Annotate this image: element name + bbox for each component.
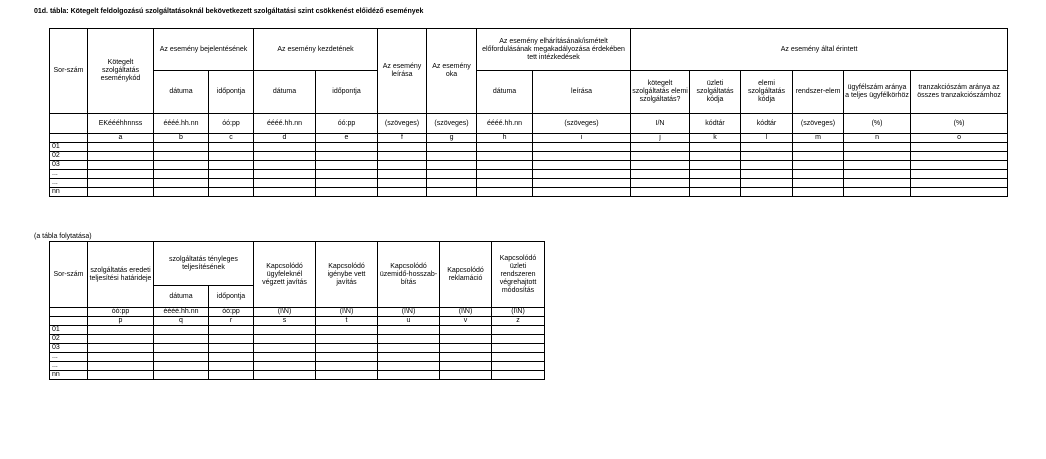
letter-cell: n bbox=[844, 134, 911, 143]
table-cell[interactable] bbox=[690, 161, 741, 170]
table-cell[interactable] bbox=[154, 143, 209, 152]
letter-cell: u bbox=[378, 317, 440, 326]
format-cell: kódtár bbox=[741, 114, 793, 134]
table-cell[interactable] bbox=[533, 179, 631, 188]
format-cell: (szöveges) bbox=[793, 114, 844, 134]
table-cell[interactable] bbox=[154, 362, 209, 371]
table-cell[interactable] bbox=[209, 371, 254, 380]
table-cell[interactable] bbox=[844, 143, 911, 152]
table-cell[interactable] bbox=[477, 143, 533, 152]
table-cell[interactable] bbox=[793, 188, 844, 197]
table-cell[interactable] bbox=[154, 353, 209, 362]
table-cell[interactable] bbox=[492, 362, 545, 371]
header-kezdet: Az esemény kezdetének bbox=[254, 29, 378, 71]
table-cell[interactable] bbox=[492, 371, 545, 380]
table-cell[interactable] bbox=[154, 179, 209, 188]
table-cell[interactable] bbox=[844, 161, 911, 170]
table-cell[interactable] bbox=[378, 335, 440, 344]
table-cell[interactable] bbox=[911, 161, 1008, 170]
table-cell[interactable] bbox=[378, 161, 427, 170]
table-cell[interactable] bbox=[88, 161, 154, 170]
table-cell[interactable] bbox=[741, 179, 793, 188]
table-cell[interactable] bbox=[492, 335, 545, 344]
table-cell[interactable] bbox=[88, 335, 154, 344]
header-oka: Az esemény oka bbox=[427, 29, 477, 114]
table-cell[interactable] bbox=[427, 143, 477, 152]
table-cell[interactable] bbox=[254, 188, 316, 197]
table-cell[interactable] bbox=[690, 188, 741, 197]
table-cell[interactable] bbox=[88, 152, 154, 161]
header-erintett: Az esemény által érintett bbox=[631, 29, 1008, 71]
header-uzleti-kod: üzleti szolgáltatás kódja bbox=[690, 71, 741, 114]
row-number: 03 bbox=[50, 161, 88, 170]
table-cell[interactable] bbox=[741, 152, 793, 161]
table-cell[interactable] bbox=[316, 161, 378, 170]
table-row bbox=[50, 326, 545, 335]
format-cell: (I\N) bbox=[492, 308, 545, 317]
table-cell[interactable] bbox=[631, 152, 690, 161]
letter-cell: h bbox=[477, 134, 533, 143]
continuation-table bbox=[49, 241, 545, 380]
letter-cell: e bbox=[316, 134, 378, 143]
table-cell[interactable] bbox=[631, 161, 690, 170]
table-cell[interactable] bbox=[154, 326, 209, 335]
header-bejelentes-datuma: dátuma bbox=[154, 71, 209, 114]
row-number: 02 bbox=[50, 335, 88, 344]
table-cell[interactable] bbox=[631, 188, 690, 197]
letter-cell: i bbox=[533, 134, 631, 143]
table-cell[interactable] bbox=[154, 335, 209, 344]
table-cell[interactable] bbox=[254, 335, 316, 344]
table-cell[interactable] bbox=[793, 179, 844, 188]
table-cell[interactable] bbox=[316, 170, 378, 179]
table-cell[interactable] bbox=[533, 161, 631, 170]
format-cell: éééé.hh.nn bbox=[477, 114, 533, 134]
letter-cell: j bbox=[631, 134, 690, 143]
letter-cell: g bbox=[427, 134, 477, 143]
table-cell[interactable] bbox=[154, 188, 209, 197]
table-cell[interactable] bbox=[88, 179, 154, 188]
table2-body bbox=[50, 326, 545, 380]
table-cell[interactable] bbox=[209, 362, 254, 371]
header2-rendszeren-modositas: Kapcsolódó üzleti rendszeren végrehajtott módosítás bbox=[492, 242, 545, 308]
header2-datuma: dátuma bbox=[154, 286, 209, 308]
table-cell[interactable] bbox=[154, 152, 209, 161]
table1-body bbox=[50, 143, 1008, 197]
format-cell: I/N bbox=[631, 114, 690, 134]
letter-cell: l bbox=[741, 134, 793, 143]
table-cell[interactable] bbox=[427, 179, 477, 188]
table-cell[interactable] bbox=[154, 161, 209, 170]
letter-cell: z bbox=[492, 317, 545, 326]
format-cell: óó:pp bbox=[209, 308, 254, 317]
table-row bbox=[50, 161, 1008, 170]
table-cell[interactable] bbox=[254, 326, 316, 335]
row-number: 02 bbox=[50, 152, 88, 161]
letter-cell-empty bbox=[50, 134, 88, 143]
table-cell[interactable] bbox=[378, 179, 427, 188]
table-cell[interactable] bbox=[477, 179, 533, 188]
format-cell: (I\N) bbox=[316, 308, 378, 317]
table-cell[interactable] bbox=[316, 179, 378, 188]
letter-cell: v bbox=[440, 317, 492, 326]
table-cell[interactable] bbox=[440, 344, 492, 353]
format-cell: éééé.hh.nn bbox=[154, 114, 209, 134]
table-row bbox=[50, 353, 545, 362]
table-cell[interactable] bbox=[911, 170, 1008, 179]
table-cell[interactable] bbox=[378, 143, 427, 152]
table-cell[interactable] bbox=[154, 371, 209, 380]
table-cell[interactable] bbox=[741, 188, 793, 197]
table-cell[interactable] bbox=[492, 326, 545, 335]
header2-tenyleges: szolgáltatás tényleges teljesítésének bbox=[154, 242, 254, 286]
header2-reklamacio: Kapcsolódó reklamáció bbox=[440, 242, 492, 308]
row-number: 03 bbox=[50, 344, 88, 353]
table-cell[interactable] bbox=[427, 170, 477, 179]
table-cell[interactable] bbox=[533, 152, 631, 161]
table-cell[interactable] bbox=[844, 170, 911, 179]
table-cell[interactable] bbox=[477, 170, 533, 179]
table-cell[interactable] bbox=[378, 353, 440, 362]
table-cell[interactable] bbox=[254, 371, 316, 380]
letter-cell: f bbox=[378, 134, 427, 143]
letter-row bbox=[50, 134, 1008, 143]
format-cell: (I\N) bbox=[440, 308, 492, 317]
header2-idopontja: időpontja bbox=[209, 286, 254, 308]
format-cell: (I\N) bbox=[378, 308, 440, 317]
table-cell[interactable] bbox=[316, 362, 378, 371]
table-cell[interactable] bbox=[316, 335, 378, 344]
table-cell[interactable] bbox=[209, 161, 254, 170]
table-cell[interactable] bbox=[88, 362, 154, 371]
table-cell[interactable] bbox=[440, 326, 492, 335]
table-cell[interactable] bbox=[793, 152, 844, 161]
table-cell[interactable] bbox=[690, 143, 741, 152]
table-cell[interactable] bbox=[911, 179, 1008, 188]
table-cell[interactable] bbox=[209, 326, 254, 335]
table-cell[interactable] bbox=[316, 188, 378, 197]
format-cell: óó:pp bbox=[209, 114, 254, 134]
table-cell[interactable] bbox=[492, 353, 545, 362]
table-cell[interactable] bbox=[316, 326, 378, 335]
format-cell: éééé.hh.nn bbox=[254, 114, 316, 134]
table-cell[interactable] bbox=[254, 353, 316, 362]
format-cell: (szöveges) bbox=[427, 114, 477, 134]
letter-cell: k bbox=[690, 134, 741, 143]
table-cell[interactable] bbox=[844, 188, 911, 197]
table-row bbox=[50, 344, 545, 353]
table-cell[interactable] bbox=[254, 161, 316, 170]
format-cell: (I\N) bbox=[254, 308, 316, 317]
table-row bbox=[50, 362, 545, 371]
header-elharitas-leirasa: leírása bbox=[533, 71, 631, 114]
table-cell[interactable] bbox=[254, 170, 316, 179]
table-cell[interactable] bbox=[492, 344, 545, 353]
table-cell[interactable] bbox=[88, 353, 154, 362]
table-cell[interactable] bbox=[690, 152, 741, 161]
table-cell[interactable] bbox=[440, 353, 492, 362]
table-cell[interactable] bbox=[533, 170, 631, 179]
table-row bbox=[50, 143, 1008, 152]
header-elharitas-datuma: dátuma bbox=[477, 71, 533, 114]
format-cell: EKéééhhnnss bbox=[88, 114, 154, 134]
continuation-label: (a tábla folytatása) bbox=[34, 233, 92, 240]
table-cell[interactable] bbox=[254, 344, 316, 353]
format-cell: (szöveges) bbox=[378, 114, 427, 134]
header2-eredeti-hatarido: szolgáltatás eredeti teljesítési határideje bbox=[88, 242, 154, 308]
table-cell[interactable] bbox=[631, 170, 690, 179]
letter-cell: d bbox=[254, 134, 316, 143]
format-cell: óó:pp bbox=[316, 114, 378, 134]
table-cell[interactable] bbox=[427, 188, 477, 197]
table-cell[interactable] bbox=[88, 170, 154, 179]
table-cell[interactable] bbox=[254, 152, 316, 161]
table-cell[interactable] bbox=[690, 179, 741, 188]
row-number: ... bbox=[50, 170, 88, 179]
header-rendszerelem: rendszer-elem bbox=[793, 71, 844, 114]
format-cell: (%) bbox=[844, 114, 911, 134]
table-cell[interactable] bbox=[440, 362, 492, 371]
table-cell[interactable] bbox=[844, 179, 911, 188]
row-number: 01 bbox=[50, 143, 88, 152]
format-cell-empty bbox=[50, 114, 88, 134]
table-cell[interactable] bbox=[477, 152, 533, 161]
letter-cell: t bbox=[316, 317, 378, 326]
table-cell[interactable] bbox=[631, 179, 690, 188]
table-cell[interactable] bbox=[477, 161, 533, 170]
table-cell[interactable] bbox=[209, 344, 254, 353]
table-cell[interactable] bbox=[209, 143, 254, 152]
table-cell[interactable] bbox=[427, 152, 477, 161]
table-cell[interactable] bbox=[427, 161, 477, 170]
table-cell[interactable] bbox=[316, 344, 378, 353]
format-cell: (szöveges) bbox=[533, 114, 631, 134]
table-row bbox=[50, 188, 1008, 197]
table-cell[interactable] bbox=[793, 143, 844, 152]
letter-cell: p bbox=[88, 317, 154, 326]
row-number: ... bbox=[50, 179, 88, 188]
header-kezdet-datuma: dátuma bbox=[254, 71, 316, 114]
header-tranzakcio-arany: tranzakciószám aránya az összes tranzakciószámhoz bbox=[911, 71, 1008, 114]
format-cell-empty bbox=[50, 308, 88, 317]
header-elemi-kod: elemi szolgáltatás kódja bbox=[741, 71, 793, 114]
table-row bbox=[50, 335, 545, 344]
table-cell[interactable] bbox=[88, 143, 154, 152]
table-row bbox=[50, 152, 1008, 161]
header-kezdet-idopontja: időpontja bbox=[316, 71, 378, 114]
table-cell[interactable] bbox=[741, 161, 793, 170]
format-row-2 bbox=[50, 308, 545, 317]
header-elharitas: Az esemény elhárításának/ismételt előfordulásának megakadályozása érdekében tett intézkedések bbox=[477, 29, 631, 71]
table-cell[interactable] bbox=[88, 371, 154, 380]
table-cell[interactable] bbox=[209, 353, 254, 362]
table-cell[interactable] bbox=[154, 170, 209, 179]
table-cell[interactable] bbox=[316, 353, 378, 362]
header2-igenybe-javitas: Kapcsolódó igénybe vett javítás bbox=[316, 242, 378, 308]
table-cell[interactable] bbox=[209, 188, 254, 197]
table-cell[interactable] bbox=[378, 326, 440, 335]
header-kotegelt-esemenykod: Kötegelt szolgáltatás eseménykód bbox=[88, 29, 154, 114]
row-number: ... bbox=[50, 362, 88, 371]
row-number: nn bbox=[50, 371, 88, 380]
table-cell[interactable] bbox=[88, 344, 154, 353]
table-cell[interactable] bbox=[477, 188, 533, 197]
table-cell[interactable] bbox=[378, 344, 440, 353]
table-cell[interactable] bbox=[209, 179, 254, 188]
header2-uzemido: Kapcsolódó üzemidő-hosszab-bítás bbox=[378, 242, 440, 308]
table-cell[interactable] bbox=[440, 335, 492, 344]
table-cell[interactable] bbox=[316, 152, 378, 161]
header-sorszam: Sor-szám bbox=[50, 29, 88, 114]
table-cell[interactable] bbox=[209, 152, 254, 161]
table-cell[interactable] bbox=[631, 143, 690, 152]
row-number: ... bbox=[50, 353, 88, 362]
table-cell[interactable] bbox=[911, 152, 1008, 161]
table-cell[interactable] bbox=[741, 143, 793, 152]
letter-cell-empty bbox=[50, 317, 88, 326]
table-cell[interactable] bbox=[378, 188, 427, 197]
header-kotegelt-elemi: kötegelt szolgáltatás elemi szolgáltatás? bbox=[631, 71, 690, 114]
table-cell[interactable] bbox=[254, 143, 316, 152]
header2-ugyfeleknel-javitas: Kapcsolódó ügyfeleknél végzett javítás bbox=[254, 242, 316, 308]
table-cell[interactable] bbox=[844, 152, 911, 161]
table-row bbox=[50, 170, 1008, 179]
table-cell[interactable] bbox=[316, 371, 378, 380]
format-cell: óó:pp bbox=[88, 308, 154, 317]
format-cell: éééé.hh.nn bbox=[154, 308, 209, 317]
table-cell[interactable] bbox=[254, 362, 316, 371]
letter-cell: q bbox=[154, 317, 209, 326]
format-cell: kódtár bbox=[690, 114, 741, 134]
letter-cell: o bbox=[911, 134, 1008, 143]
table-cell[interactable] bbox=[911, 143, 1008, 152]
header-bejelentes-idopontja: időpontja bbox=[209, 71, 254, 114]
format-cell: (%) bbox=[911, 114, 1008, 134]
letter-row-2 bbox=[50, 317, 545, 326]
letter-cell: c bbox=[209, 134, 254, 143]
format-row bbox=[50, 114, 1008, 134]
header-bejelentes: Az esemény bejelentésének bbox=[154, 29, 254, 71]
table-cell[interactable] bbox=[378, 152, 427, 161]
letter-cell: b bbox=[154, 134, 209, 143]
main-table bbox=[49, 28, 1008, 197]
table-row bbox=[50, 179, 1008, 188]
table-cell[interactable] bbox=[690, 170, 741, 179]
table-cell[interactable] bbox=[316, 143, 378, 152]
table-cell[interactable] bbox=[254, 179, 316, 188]
table-cell[interactable] bbox=[440, 371, 492, 380]
letter-cell: s bbox=[254, 317, 316, 326]
header-ugyfelszam-arany: ügyfélszám aránya a teljes ügyfélkörhöz bbox=[844, 71, 911, 114]
table-cell[interactable] bbox=[533, 188, 631, 197]
table-cell[interactable] bbox=[911, 188, 1008, 197]
table-cell[interactable] bbox=[88, 326, 154, 335]
header2-sorszam: Sor-szám bbox=[50, 242, 88, 308]
letter-cell: r bbox=[209, 317, 254, 326]
header-leiras: Az esemény leírása bbox=[378, 29, 427, 114]
table-row bbox=[50, 371, 545, 380]
table-cell[interactable] bbox=[378, 371, 440, 380]
table-cell[interactable] bbox=[88, 188, 154, 197]
table-cell[interactable] bbox=[741, 170, 793, 179]
row-number: 01 bbox=[50, 326, 88, 335]
page-title: 01d. tábla: Kötegelt feldolgozású szolgáltatásoknál bekövetkezett szolgáltatási szint csökkenést előidéző események bbox=[34, 8, 424, 15]
table-cell[interactable] bbox=[533, 143, 631, 152]
table-cell[interactable] bbox=[209, 335, 254, 344]
table-cell[interactable] bbox=[793, 161, 844, 170]
table-cell[interactable] bbox=[209, 170, 254, 179]
table-cell[interactable] bbox=[378, 362, 440, 371]
letter-cell: m bbox=[793, 134, 844, 143]
letter-cell: a bbox=[88, 134, 154, 143]
row-number: nn bbox=[50, 188, 88, 197]
table-cell[interactable] bbox=[378, 170, 427, 179]
table-cell[interactable] bbox=[793, 170, 844, 179]
table-cell[interactable] bbox=[154, 344, 209, 353]
